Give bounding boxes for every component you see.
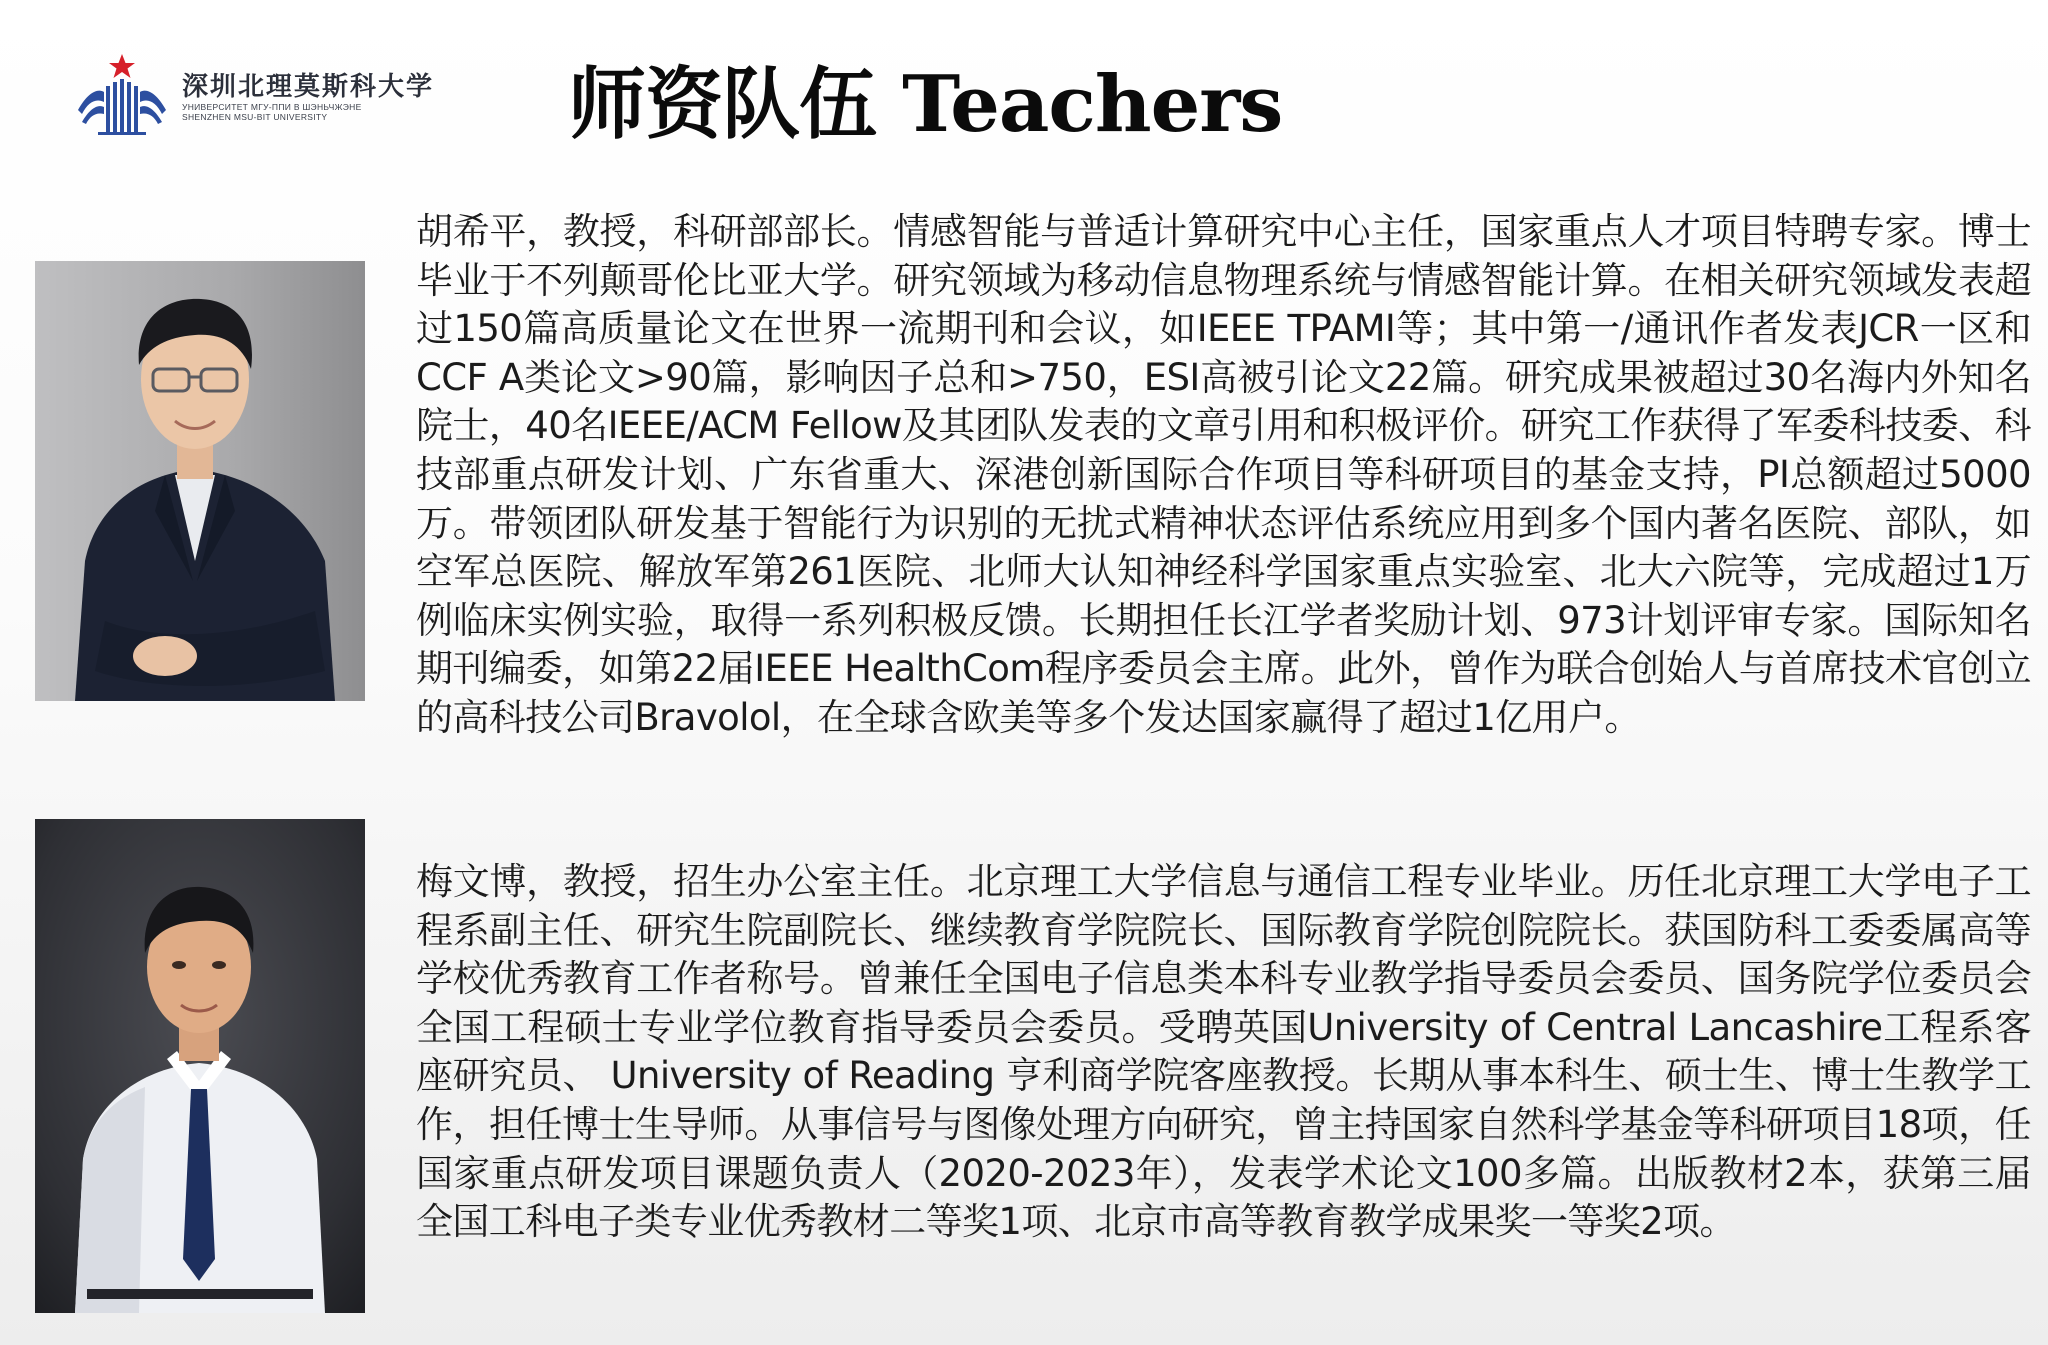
logo-name-chinese: 深圳北理莫斯科大学 [182,72,435,102]
university-emblem-icon [76,52,168,138]
teacher-photo-2 [35,819,365,1313]
teacher-photo-1 [35,261,365,701]
university-logo [76,52,436,138]
teacher-bio-1: 胡希平，教授，科研部部长。情感智能与普适计算研究中心主任，国家重点人才项目特聘专家。博士毕业于不列颠哥伦比亚大学。研究领域为移动信息物理系统与情感智能计算。在相关研究领域发表超过150篇高质量论文在世界一流期刊和会议，如IEEE TPAMI等；其中第一/通讯作者发表JCR一区和CCF A类论文>90篇，影响因子总和>750，ESI高被引论文22篇。研究成果被超过30名海内外知名院士，40名IEEE/ACM Fellow及其团队发表的文章引用和积极评价。研究工作获得了军委科技委、科技部重点研发计划、广东省重大、深港创新国际合作项目等科研项目的基金支持，PI总额超过5000万。带领团队研发基于智能行为识别的无扰式精神状态评估系统应用到多个国内著名医院、部队，如空军总医院、解放军第261医院、北师大认知神经科学国家重点实验室、北大六院等，完成超过1万例临床实例实验，取得一系列积极反馈。长期担任长江学者奖励计划、973计划评审专家。国际知名期刊编委，如第22届IEEE HealthCom程序委员会主席。此外，曾作为联合创始人与首席技术官创立的高科技公司Bravolol，在全球含欧美等多个发达国家赢得了超过1亿用户。 [416,210,2031,739]
portrait-image [35,819,365,1313]
logo-name-english: SHENZHEN MSU-BIT UNIVERSITY [182,112,328,122]
page-title: 师资队伍 Teachers [568,59,1283,150]
logo-name-russian: УНИВЕРСИТЕТ МГУ-ППИ В ШЭНЬЧЖЭНЕ [182,102,362,112]
teacher-bio-2: 梅文博，教授，招生办公室主任。北京理工大学信息与通信工程专业毕业。历任北京理工大学电子工程系副主任、研究生院副院长、继续教育学院院长、国际教育学院创院院长。获国防科工委委属高等学校优秀教育工作者称号。曾兼任全国电子信息类本科专业教学指导委员会委员、国务院学位委员会全国工程硕士专业学位教育指导委员会委员。受聘英国University of Central Lancashire工程系客座研究员、 University of Reading 亨利商学院客座教授。长期从事本科生、硕士生、博士生教学工作，担任博士生导师。从事信号与图像处理方向研究，曾主持国家自然科学基金等科研项目18项，任国家重点研发项目课题负责人（2020-2023年），发表学术论文100多篇。出版教材2本，获第三届全国工科电子类专业优秀教材二等奖1项、北京市高等教育教学成果奖一等奖2项。 [416,860,2031,1244]
portrait-image [35,261,365,701]
logo-text [182,72,442,122]
